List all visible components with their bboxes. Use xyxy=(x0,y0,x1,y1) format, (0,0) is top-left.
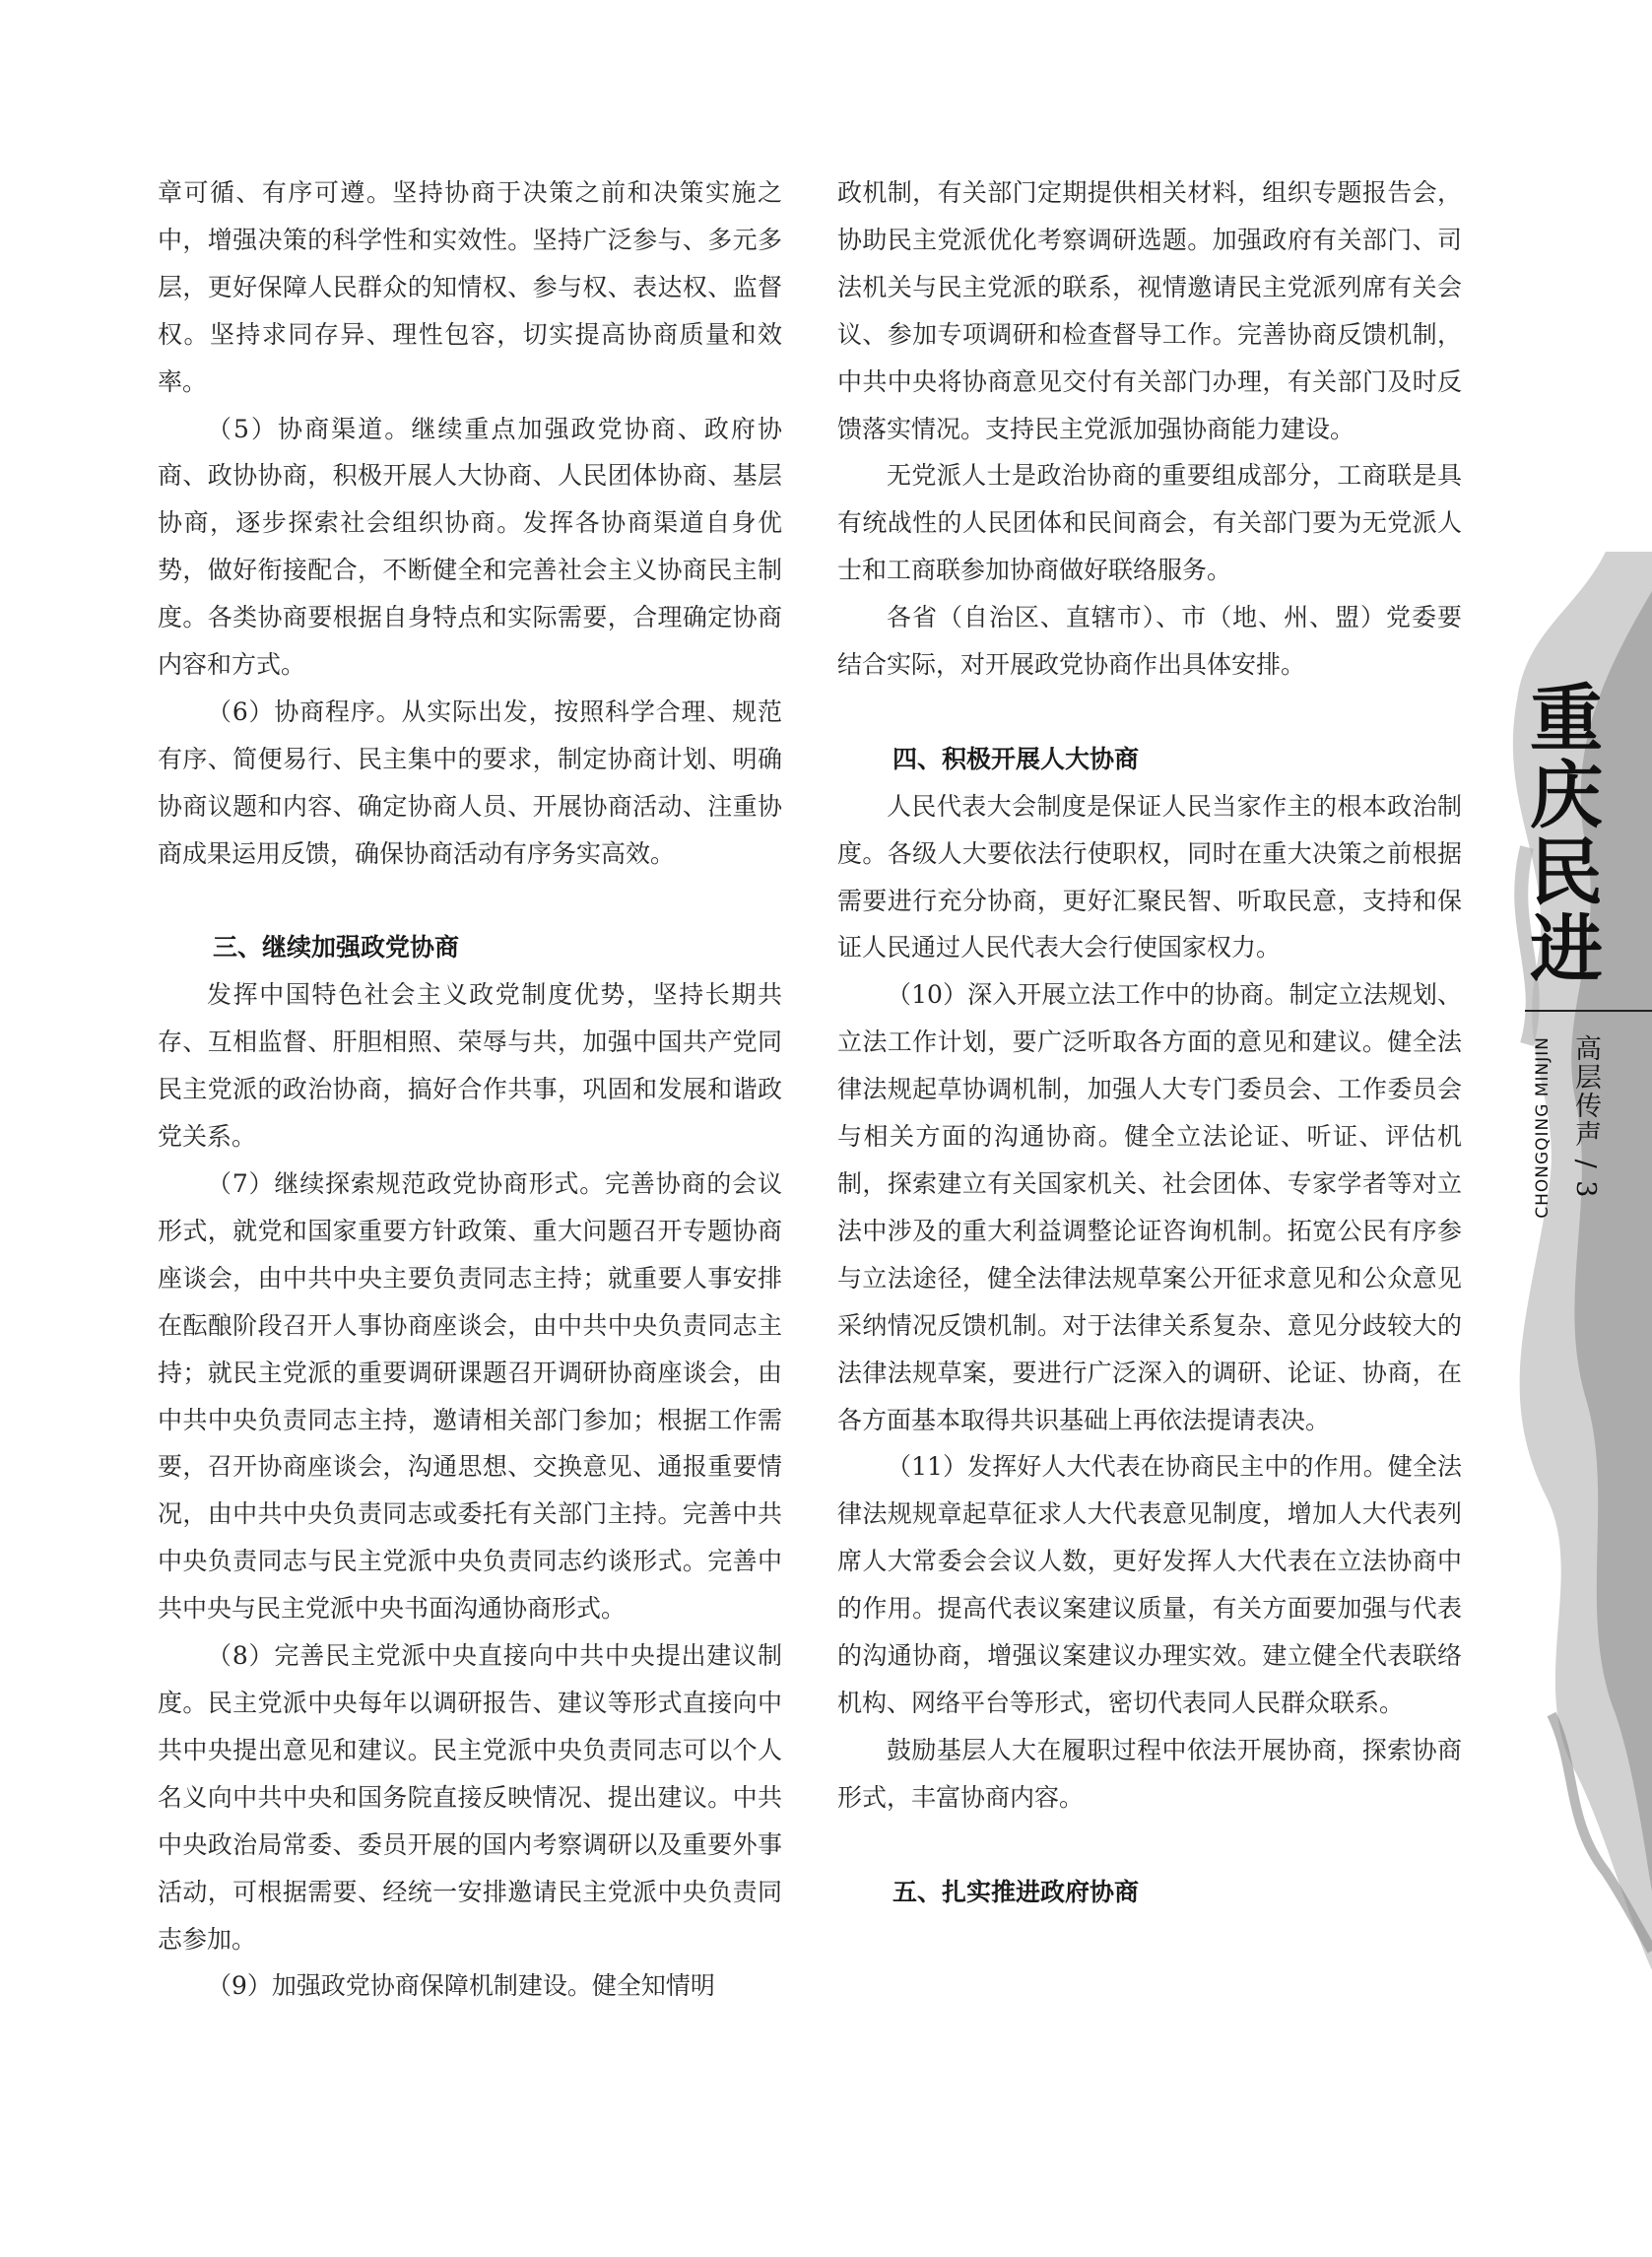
paragraph: 章可循、有序可遵。坚持协商于决策之前和决策实施之中，增强决策的科学性和实效性。坚持广泛参与、多元多层，更好保障人民群众的知情权、参与权、表达权、监督权。坚持求同存异、理性包容，切实提高协商质量和效率。 xyxy=(158,178,782,396)
paragraph: 各省（自治区、直辖市）、市（地、州、盟）党委要结合实际，对开展政党协商作出具体安排。 xyxy=(837,603,1462,680)
left-column xyxy=(158,169,782,2010)
section-gap xyxy=(158,878,782,925)
paragraph: 发挥中国特色社会主义政党制度优势，坚持长期共存、互相监督、肝胆相照、荣辱与共，加强中国共产党同民主党派的政治协商，搞好合作共事，巩固和发展和谐政党关系。 xyxy=(158,980,782,1152)
paragraph: 政机制，有关部门定期提供相关材料，组织专题报告会，协助民主党派优化考察调研选题。加强政府有关部门、司法机关与民主党派的联系，视情邀请民主党派列席有关会议、参加专项调研和检查督导工作。完善协商反馈机制，中共中央将协商意见交付有关部门办理，有关部门及时反馈落实情况。支持民主党派加强协商能力建设。 xyxy=(837,178,1462,443)
title-divider xyxy=(1525,1010,1652,1012)
paragraph: 鼓励基层人大在履职过程中依法开展协商，探索协商形式，丰富协商内容。 xyxy=(837,1735,1462,1812)
section-heading: 三、继续加强政党协商 xyxy=(213,933,460,963)
section-gap xyxy=(837,689,1462,736)
paragraph: （9）加强政党协商保障机制建设。健全知情明 xyxy=(207,1971,715,2001)
section-label: 高层传声 / 3 xyxy=(1570,1034,1601,1200)
section-heading: 四、积极开展人大协商 xyxy=(892,744,1140,773)
paragraph: （5）协商渠道。继续重点加强政党协商、政府协商、政协协商，积极开展人大协商、人民团体协商、基层协商，逐步探索社会组织协商。发挥各协商渠道自身优势，做好衔接配合，不断健全和完善社会主义协商民主制度。各类协商要根据自身特点和实际需要，合理确定协商内容和方式。 xyxy=(158,414,782,680)
paragraph: （7）继续探索规范政党协商形式。完善协商的会议形式，就党和国家重要方针政策、重大问题召开专题协商座谈会，由中共中央主要负责同志主持；就重要人事安排在酝酿阶段召开人事协商座谈会，由中共中央负责同志主持；就民主党派的重要调研课题召开调研协商座谈会，由中共中央负责同志主持，邀请相关部门参加；根据工作需要，召开协商座谈会，沟通思想、交换意见、通报重要情况，由中共中央负责同志或委托有关部门主持。完善中共中央负责同志与民主党派中央负责同志约谈形式。完善中共中央与民主党派中央书面沟通协商形式。 xyxy=(158,1169,782,1624)
paragraph: （6）协商程序。从实际出发，按照科学合理、规范有序、简便易行、民主集中的要求，制定协商计划、明确协商议题和内容、确定协商人员、开展协商活动、注重协商成果运用反馈，确保协商活动有序务实高效。 xyxy=(158,697,782,868)
magazine-title: 重庆民进 xyxy=(1518,680,1603,987)
magazine-pinyin: CHONGQING MINJIN xyxy=(1533,1036,1553,1219)
right-column xyxy=(837,169,1462,1916)
section-heading: 五、扎实推进政府协商 xyxy=(892,1877,1140,1906)
paragraph: （10）深入开展立法工作中的协商。制定立法规划、立法工作计划，要广泛听取各方面的意见和建议。健全法律法规起草协调机制，加强人大专门委员会、工作委员会与相关方面的沟通协商。健全立法论证、听证、评估机制，探索建立有关国家机关、社会团体、专家学者等对立法中涉及的重大利益调整论证咨询机制。拓宽公民有序参与立法途径，健全法律法规草案公开征求意见和公众意见采纳情况反馈机制。对于法律关系复杂、意见分歧较大的法律法规草案，要进行广泛深入的调研、论证、协商，在各方面基本取得共识基础上再依法提请表决。 xyxy=(837,980,1462,1434)
section-gap xyxy=(837,1822,1462,1869)
paragraph: 人民代表大会制度是保证人民当家作主的根本政治制度。各级人大要依法行使职权，同时在重大决策之前根据需要进行充分协商，更好汇聚民智、听取民意，支持和保证人民通过人民代表大会行使国家权力。 xyxy=(837,791,1462,963)
paragraph: （8）完善民主党派中央直接向中共中央提出建议制度。民主党派中央每年以调研报告、建议等形式直接向中共中央提出意见和建议。民主党派中央负责同志可以个人名义向中共中央和国务院直接反映情况、提出建议。中共中央政治局常委、委员开展的国内考察调研以及重要外事活动，可根据需要、经统一安排邀请民主党派中央负责同志参加。 xyxy=(158,1641,782,1954)
paragraph: （11）发挥好人大代表在协商民主中的作用。健全法律法规规章起草征求人大代表意见制度，增加人大代表列席人大常委会会议人数，更好发挥人大代表在立法协商中的作用。提高代表议案建议质量，有关方面要加强与代表的沟通协商，增强议案建议办理实效。建立健全代表联络机构、网络平台等形式，密切代表同人民群众联系。 xyxy=(837,1452,1462,1717)
paragraph: 无党派人士是政治协商的重要组成部分，工商联是具有统战性的人民团体和民间商会，有关部门要为无党派人士和工商联参加协商做好联络服务。 xyxy=(837,461,1462,585)
